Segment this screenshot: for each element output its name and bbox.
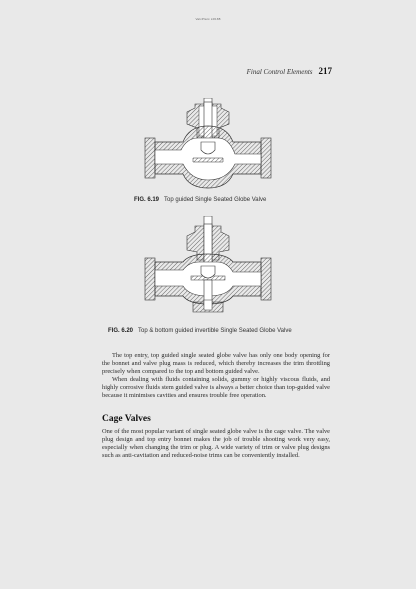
figure-caption-text: Top & bottom guided invertible Single Seated Globe Valve [138, 328, 292, 334]
running-head [247, 66, 332, 76]
top-guided-valve-drawing [143, 98, 273, 190]
figure-caption-text: Top guided Single Seated Globe Valve [164, 197, 267, 203]
figure-6-19 [0, 98, 416, 190]
paragraph: When dealing with fluids containing solids, gummy or highly viscous fluids, and highly corrosive fluids stem guided valve is always a better choice than top-guided valve because it minimises cavities and ensures trouble free operation. [102, 376, 330, 400]
figure-label: FIG. 6.20 [108, 328, 134, 334]
page-number: 217 [318, 66, 332, 76]
body-text [102, 352, 330, 401]
paragraph: The top entry, top guided single seated globe valve has only one body opening for the bonnet and valve plug mass is reduced, which thereby increases the trim throttling precisely when compared to the top and bottom guided valve. [102, 352, 330, 376]
figure-caption-6-19 [134, 197, 266, 203]
section-body-text [102, 428, 330, 460]
figure-label: FIG. 6.19 [134, 197, 160, 203]
top-bottom-guided-valve-drawing [143, 216, 273, 316]
figure-caption-6-20 [108, 328, 292, 334]
figure-6-20 [0, 216, 416, 316]
section-heading: Cage Valves [102, 414, 151, 424]
paragraph: One of the most popular variant of single seated globe valve is the cage valve. The valve plug design and top entry bonnet makes the job of trouble shooting work very easy, especially when changing the trim or plug. A wide variety of trim or valve plug designs such as anti-cavitation and reduced-noise trims can be conveniently installed. [102, 428, 330, 460]
top-tag: ValvPlant LR188 [195, 17, 221, 21]
running-title: Final Control Elements [246, 68, 313, 76]
